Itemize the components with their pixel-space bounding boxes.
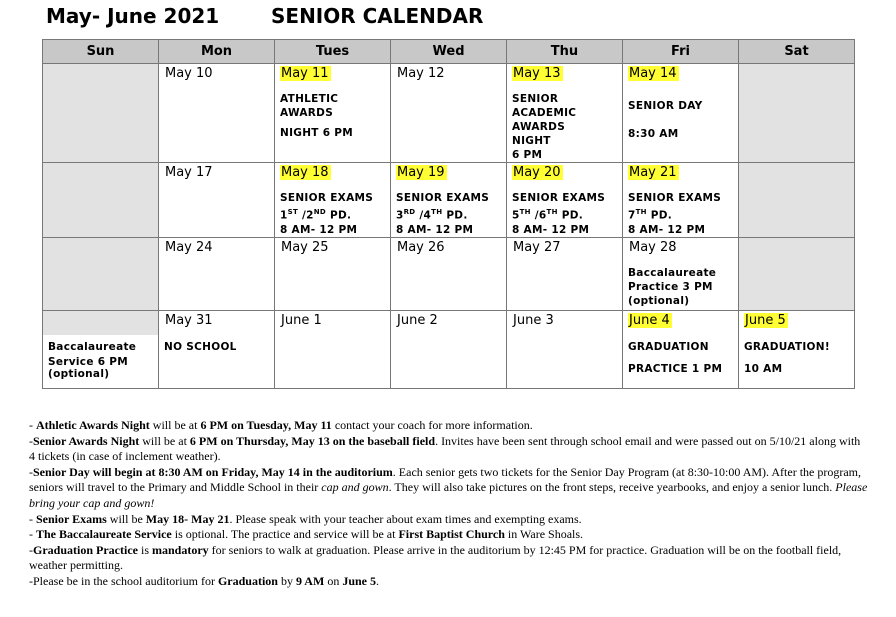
header-wed: Wed: [391, 40, 507, 64]
header-tue: Tues: [275, 40, 391, 64]
date-may-27: May 27: [513, 239, 561, 255]
date-june-1: June 1: [281, 312, 322, 328]
note-baccalaureate: - The Baccalaureate Service is optional. The practice and service will be at First Baptist Church in Ware Shoals.: [29, 527, 584, 542]
header-fri: Fri: [623, 40, 739, 64]
note-athletic-awards: - Athletic Awards Night will be at 6 PM on Tuesday, May 11 contact your coach for more information.: [29, 418, 533, 432]
header-mon: Mon: [159, 40, 275, 64]
exam-wed: SENIOR EXAMS 3RD /4TH PD. 8 AM- 12 PM: [396, 192, 490, 236]
calendar-grid: [42, 39, 855, 389]
date-may-31: May 31: [165, 312, 213, 328]
date-may-13: May 13: [513, 66, 561, 81]
header-thu: Thu: [507, 40, 623, 64]
note-graduation-practice: -Graduation Practice is mandatory for seniors to walk at graduation. Please arrive in the auditorium by 12:45 PM for practice. Graduation will be on the football field, weather permitting.: [29, 542, 842, 573]
week-4-dates: [43, 310, 855, 335]
date-may-18: May 18: [281, 165, 329, 180]
date-may-28: May 28: [629, 239, 677, 255]
week-1-events: [43, 88, 855, 163]
date-may-10: May 10: [165, 66, 213, 81]
header-sat: Sat: [739, 40, 855, 64]
page-title: SENIOR CALENDAR: [271, 4, 484, 28]
date-may-12: May 12: [397, 66, 445, 81]
baccalaureate-service-event: Baccalaureate Service 6 PM (optional): [48, 340, 137, 380]
date-june-3: June 3: [513, 312, 554, 328]
week-3-events: [43, 262, 855, 311]
week-1-dates: [43, 64, 855, 89]
note-senior-exams: - Senior Exams will be May 18- May 21. Please speak with your teacher about exam times and exempting exams.: [29, 511, 582, 526]
announcement-notes: [29, 418, 869, 590]
note-graduation: -Please be in the school auditorium for Graduation by 9 AM on June 5.: [29, 573, 379, 588]
date-may-14: May 14: [629, 66, 677, 81]
exam-thu: SENIOR EXAMS 5TH /6TH PD. 8 AM- 12 PM: [512, 192, 606, 236]
note-senior-awards: -Senior Awards Night will be at 6 PM on Thursday, May 13 on the baseball field. Invites have been sent through school email and were passed out on 5/10/21 along with 4 tickets (in case of inclement weather).: [29, 433, 861, 464]
note-senior-day: -Senior Day will begin at 8:30 AM on Friday, May 14 in the auditorium. Each senior gets two tickets for the Senior Day Program (at 8:30-10:00 AM). After the program, seniors will travel to the Primary and Middle School in their cap and gown. They will also take pictures on the front steps, receive yearbooks, and enjoy a senior lunch. Please bring your cap and gown!: [29, 464, 868, 510]
week-2-dates: [43, 163, 855, 188]
academic-awards-event: SENIOR ACADEMIC AWARDS NIGHT 6 PM: [512, 93, 577, 161]
date-may-25: May 25: [281, 239, 329, 255]
date-june-2: June 2: [397, 312, 438, 328]
date-may-11: May 11: [281, 66, 329, 81]
date-may-17: May 17: [165, 165, 213, 180]
date-may-21: May 21: [629, 165, 677, 180]
date-june-4: June 4: [629, 312, 670, 328]
week-3-dates: [43, 237, 855, 262]
week-4-events: [43, 335, 855, 389]
baccalaureate-practice-event: Baccalaureate Practice 3 PM (optional): [628, 266, 717, 307]
graduation-practice-event: GRADUATION PRACTICE 1 PM: [628, 340, 723, 375]
page-header: [46, 4, 484, 28]
week-2-events: [43, 187, 855, 237]
date-may-26: May 26: [397, 239, 445, 255]
no-school-event: NO SCHOOL: [164, 340, 237, 353]
header-sun: Sun: [43, 40, 159, 64]
date-may-24: May 24: [165, 239, 213, 255]
exam-tue: SENIOR EXAMS 1ST /2ND PD. 8 AM- 12 PM: [280, 192, 374, 236]
weekday-header: [43, 40, 855, 64]
month-range: May- June 2021: [46, 4, 220, 28]
athletic-awards-event: ATHLETIC AWARDS NIGHT 6 PM: [280, 93, 354, 139]
exam-fri: SENIOR EXAMS 7TH PD. 8 AM- 12 PM: [628, 192, 722, 236]
date-june-5: June 5: [745, 312, 786, 328]
senior-day-event: SENIOR DAY 8:30 AM: [628, 100, 703, 140]
graduation-event: GRADUATION! 10 AM: [744, 340, 830, 375]
date-may-19: May 19: [397, 165, 445, 180]
date-may-20: May 20: [513, 165, 561, 180]
